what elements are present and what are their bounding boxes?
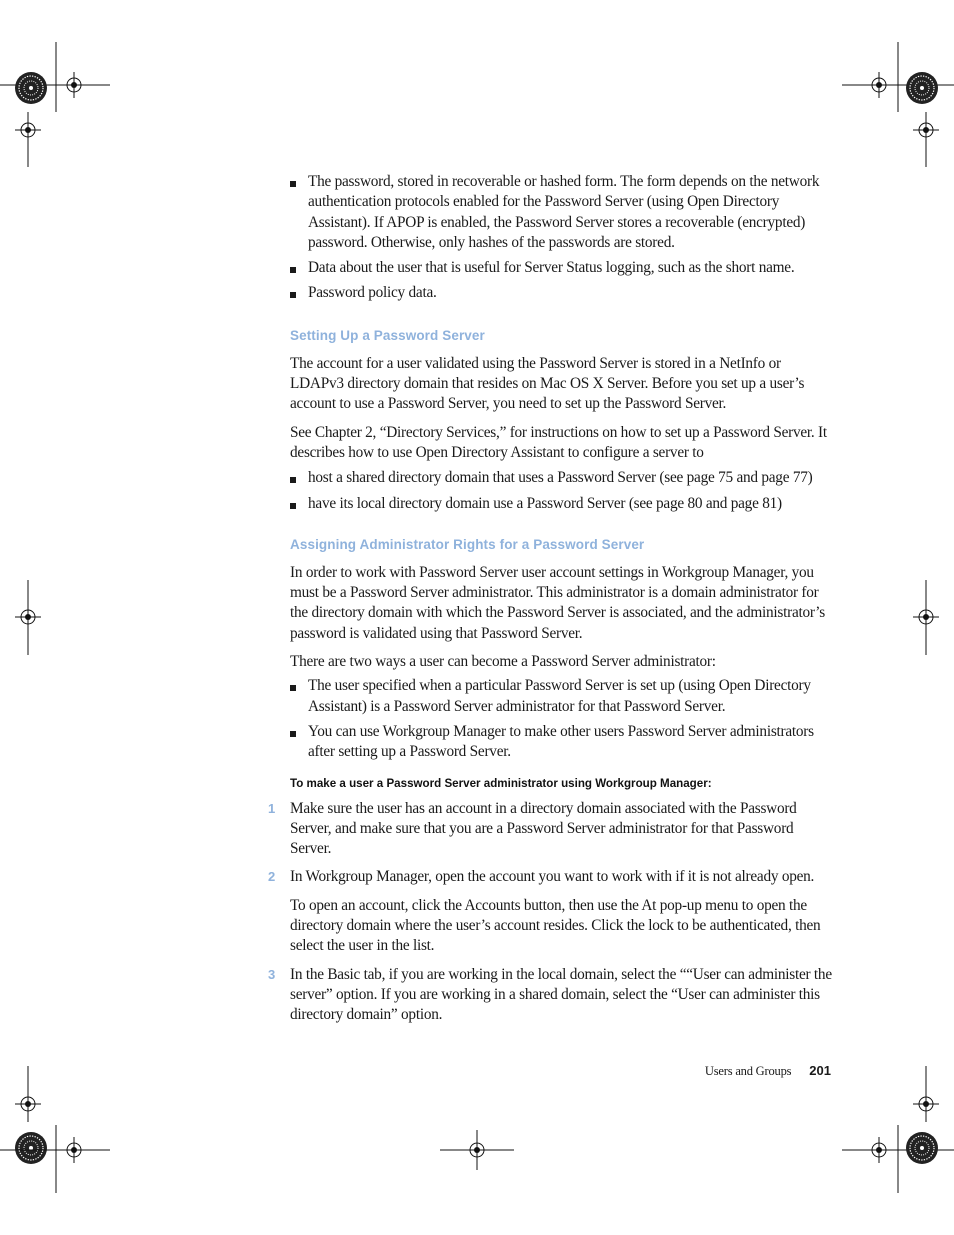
registration-cross-icon <box>61 72 87 98</box>
paragraph: See Chapter 2, “Directory Services,” for instructions on how to set up a Password Server. It describes how to use Open Directory Assistant to configure a server to <box>290 423 827 461</box>
list-item: You can use Workgroup Manager to make other users Password Server administrators after setting up a Password Server. <box>290 722 835 763</box>
section-heading: Assigning Administrator Rights for a Password Server <box>290 536 645 552</box>
bullet-square-icon <box>290 731 296 737</box>
list-item: Password policy data. <box>290 283 835 303</box>
step-number: 1 <box>268 800 275 816</box>
bullet-square-icon <box>290 292 296 298</box>
registration-cross-icon <box>866 1137 892 1163</box>
bullet-square-icon <box>290 267 296 273</box>
registration-sunburst-icon <box>15 1132 47 1164</box>
list-item: host a shared directory domain that uses a Password Server (see page 75 and page 77) <box>290 468 835 488</box>
registration-cross-icon <box>913 1091 939 1117</box>
step-number: 2 <box>268 869 275 885</box>
registration-sunburst-icon <box>906 1132 938 1164</box>
list-item: Data about the user that is useful for Server Status logging, such as the short name. <box>290 258 835 278</box>
paragraph: The account for a user validated using the Password Server is stored in a NetInfo or LDAPv3 directory domain that resides on Mac OS X Server. Before you set up a user’s account to use a Password Server, you need to set up the Password Server. <box>290 354 805 413</box>
bullet-square-icon <box>290 477 296 483</box>
bullet-square-icon <box>290 503 296 509</box>
page-footer <box>705 1063 831 1079</box>
registration-cross-icon <box>866 72 892 98</box>
list-item: have its local directory domain use a Password Server (see page 80 and page 81) <box>290 494 835 514</box>
footer-section-title: Users and Groups <box>704 1064 792 1078</box>
paragraph: In order to work with Password Server user account settings in Workgroup Manager, you must be a Password Server administrator. This administrator is a domain administrator for the directory domain with which the Password Server is associated, and the administrator’s password is validated using that Password Server. <box>290 563 825 642</box>
page-number: 201 <box>809 1063 831 1078</box>
task-title: To make a user a Password Server administrator using Workgroup Manager: <box>290 776 712 790</box>
registration-sunburst-icon <box>15 72 47 104</box>
section-heading: Setting Up a Password Server <box>290 327 485 343</box>
page-body <box>268 172 835 1026</box>
step: 1 Make sure the user has an account in a directory domain associated with the Password Server, and make sure that you are a Password Server administrator for that Password Server. <box>290 799 835 860</box>
registration-cross-icon <box>464 1137 490 1163</box>
paragraph: There are two ways a user can become a Password Server administrator: <box>290 653 716 671</box>
bullet-square-icon <box>290 181 296 187</box>
step-number: 3 <box>268 966 275 982</box>
step-note: To open an account, click the Accounts button, then use the At pop-up menu to open the directory domain where the user’s account resides. Click the lock to be authenticated, then select the user in the list. <box>290 896 821 955</box>
list-item: The user specified when a particular Password Server is set up (using Open Directory Assistant) is a Password Server administrator for that Password Server. <box>290 676 835 717</box>
step: 2 In Workgroup Manager, open the account you want to work with if it is not already open. <box>290 867 835 887</box>
registration-cross-icon <box>15 1091 41 1117</box>
bullet-square-icon <box>290 685 296 691</box>
registration-cross-icon <box>61 1137 87 1163</box>
list-item: The password, stored in recoverable or hashed form. The form depends on the network authentication protocols enabled for the Password Server (using Open Directory Assistant). If APOP is enabled, the Password Server stores a recoverable (encrypted) password. Otherwise, only hashes of the passwords are stored. <box>290 172 835 253</box>
registration-sunburst-icon <box>906 72 938 104</box>
step: 3 In the Basic tab, if you are working in the local domain, select the ““User can administer the server” option. If you are working in a shared domain, select the “User can administer this directory domain” option. <box>290 965 835 1026</box>
